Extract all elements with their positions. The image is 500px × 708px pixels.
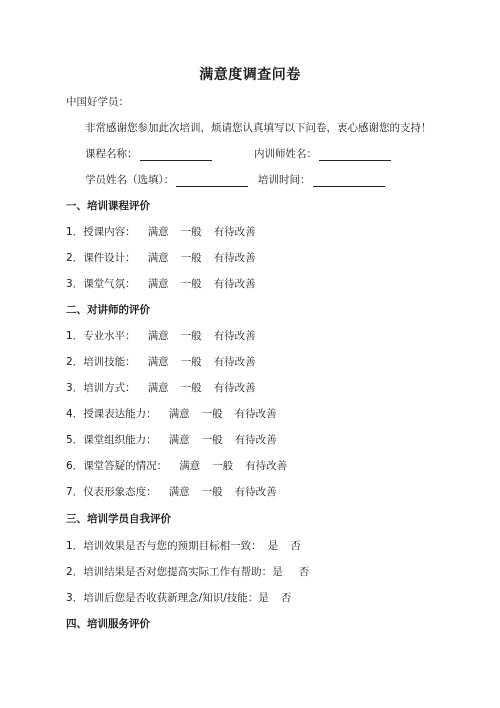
option-satisfied[interactable]: 满意 xyxy=(147,226,169,238)
question-item xyxy=(66,328,256,343)
option-satisfied[interactable]: 满意 xyxy=(179,460,201,472)
option-average[interactable]: 一般 xyxy=(180,382,202,394)
option-needs-improvement[interactable]: 有待改善 xyxy=(234,434,277,446)
option-average[interactable]: 一般 xyxy=(180,330,202,342)
option-satisfied[interactable]: 满意 xyxy=(147,382,169,394)
question-label: 课堂答疑的情况： xyxy=(83,460,168,472)
question-number: 7． xyxy=(66,486,84,498)
option-yes[interactable]: 是 xyxy=(272,566,283,578)
question-number: 3． xyxy=(66,592,84,604)
option-satisfied[interactable]: 满意 xyxy=(168,486,190,498)
question-item xyxy=(66,432,277,447)
question-label: 培训方式： xyxy=(83,382,136,394)
question-item xyxy=(66,406,277,421)
option-satisfied[interactable]: 满意 xyxy=(147,252,169,264)
option-needs-improvement[interactable]: 有待改善 xyxy=(234,408,277,420)
question-item xyxy=(66,458,287,473)
option-satisfied[interactable]: 满意 xyxy=(147,330,169,342)
option-needs-improvement[interactable]: 有待改善 xyxy=(213,252,256,264)
question-label: 授课内容： xyxy=(83,226,136,238)
question-item xyxy=(66,224,256,239)
option-needs-improvement[interactable]: 有待改善 xyxy=(213,330,256,342)
option-average[interactable]: 一般 xyxy=(180,252,202,264)
question-number: 3． xyxy=(66,278,84,290)
page-title: 满意度调查问卷 xyxy=(199,67,301,83)
option-average[interactable]: 一般 xyxy=(201,408,223,420)
student-name-field xyxy=(85,172,248,187)
trainer-name-field xyxy=(254,146,391,161)
training-time-label: 培训时间： xyxy=(258,174,311,186)
option-average[interactable]: 一般 xyxy=(180,226,202,238)
question-label: 培训后您是否收获新理念/知识/技能： xyxy=(83,592,259,604)
intro-text: 非常感谢您参加此次培训，烦请您认真填写以下问卷，衷心感谢您的支持！ xyxy=(85,122,432,134)
option-average[interactable]: 一般 xyxy=(212,460,234,472)
section-heading: 二、对讲师的评价 xyxy=(66,304,150,316)
option-average[interactable]: 一般 xyxy=(180,278,202,290)
question-number: 1． xyxy=(66,540,84,552)
course-name-input[interactable] xyxy=(140,148,212,161)
section-heading: 一、培训课程评价 xyxy=(66,200,150,212)
option-no[interactable]: 否 xyxy=(280,592,292,604)
option-satisfied[interactable]: 满意 xyxy=(168,408,190,420)
training-time-input[interactable] xyxy=(313,174,385,187)
question-number: 2． xyxy=(66,356,84,368)
question-number: 3． xyxy=(66,382,84,394)
question-number: 4． xyxy=(66,408,84,420)
question-number: 1． xyxy=(66,226,84,238)
question-label: 课堂气氛： xyxy=(83,278,136,290)
question-label: 培训结果是否对您提高实际工作有帮助： xyxy=(83,566,273,578)
question-label: 专业水平： xyxy=(83,330,136,342)
option-needs-improvement[interactable]: 有待改善 xyxy=(245,460,288,472)
option-satisfied[interactable]: 满意 xyxy=(147,356,169,368)
course-name-field xyxy=(85,146,212,161)
question-label: 培训效果是否与您的预期目标相一致： xyxy=(83,540,262,552)
section-heading: 三、培训学员自我评价 xyxy=(66,513,171,525)
question-item xyxy=(66,250,256,265)
option-satisfied[interactable]: 满意 xyxy=(168,434,190,446)
question-number: 1． xyxy=(66,330,84,342)
question-item xyxy=(66,354,256,369)
question-number: 2． xyxy=(66,566,84,578)
option-no[interactable]: 否 xyxy=(298,566,310,578)
greeting: 中国好学员： xyxy=(66,96,129,108)
course-name-label: 课程名称： xyxy=(85,148,138,160)
option-needs-improvement[interactable]: 有待改善 xyxy=(234,486,277,498)
question-number: 6． xyxy=(66,460,84,472)
question-number: 5． xyxy=(66,434,84,446)
option-needs-improvement[interactable]: 有待改善 xyxy=(213,382,256,394)
question-label: 课堂组织能力： xyxy=(83,434,157,446)
question-label: 课件设计： xyxy=(83,252,136,264)
student-name-label: 学员姓名（选填）： xyxy=(85,174,175,186)
option-average[interactable]: 一般 xyxy=(201,486,223,498)
question-item xyxy=(66,484,277,499)
trainer-name-input[interactable] xyxy=(319,148,391,161)
option-needs-improvement[interactable]: 有待改善 xyxy=(213,356,256,368)
option-needs-improvement[interactable]: 有待改善 xyxy=(213,278,256,290)
option-no[interactable]: 否 xyxy=(290,540,301,552)
option-yes[interactable]: 是 xyxy=(267,540,279,552)
question-item xyxy=(66,380,256,395)
section-heading: 四、培训服务评价 xyxy=(66,618,150,630)
option-needs-improvement[interactable]: 有待改善 xyxy=(213,226,256,238)
question-label: 培训技能： xyxy=(83,356,136,368)
question-label: 仪表形象态度： xyxy=(83,486,157,498)
question-number: 2． xyxy=(66,252,84,264)
option-average[interactable]: 一般 xyxy=(201,434,223,446)
question-item xyxy=(66,538,301,553)
option-average[interactable]: 一般 xyxy=(180,356,202,368)
option-yes[interactable]: 是 xyxy=(258,592,269,604)
question-item xyxy=(66,276,256,291)
question-label: 授课表达能力： xyxy=(83,408,157,420)
training-time-field xyxy=(258,172,385,187)
student-name-input[interactable] xyxy=(176,174,248,187)
option-satisfied[interactable]: 满意 xyxy=(147,278,169,290)
question-item xyxy=(66,564,309,579)
question-item xyxy=(66,590,291,605)
trainer-name-label: 内训师姓名： xyxy=(254,148,317,160)
